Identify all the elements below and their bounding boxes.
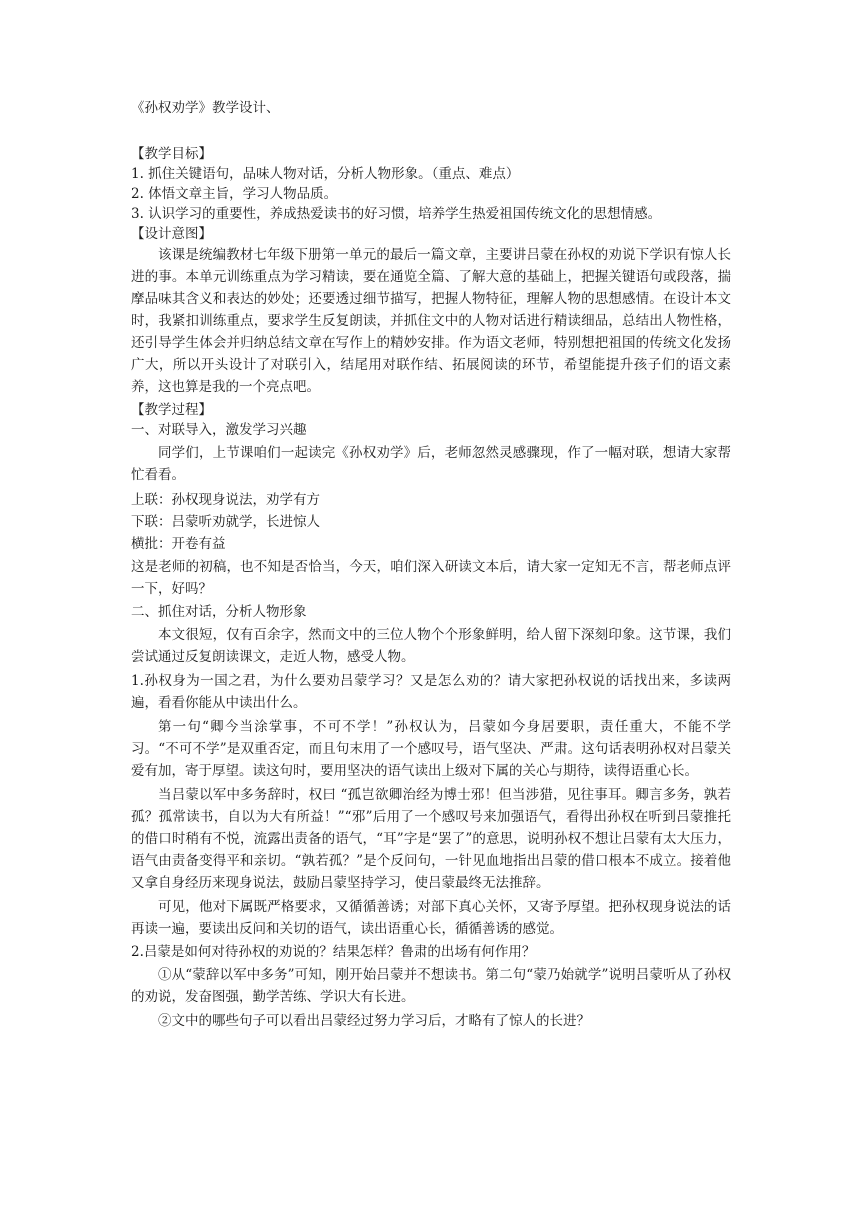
objective-item: 1. 抓住关键语句，品味人物对话，分析人物形象。（重点、难点）: [131, 166, 520, 182]
objective-item: 2. 体悟文章主旨，学习人物品质。: [131, 186, 338, 202]
couplet-lower: 下联：吕蒙听劝就学，长进惊人: [131, 514, 320, 530]
document-page: [131, 98, 731, 1032]
objective-item: 3. 认识学习的重要性，养成热爱读书的好习惯，培养学生热爱祖国传统文化的思想情感。: [131, 206, 662, 222]
step1-paragraph-2: 这是老师的初稿，也不知是否恰当，今天，咱们深入研读文本后，请大家一定知无不言，帮老师点评一下，好吗？: [131, 559, 731, 597]
couplet-upper: 上联：孙权现身说法，劝学有方: [131, 492, 320, 508]
question-2-item-1: ①从“蒙辞以军中多务”可知，刚开始吕蒙并不想读书。第二句“蒙乃始就学”说明吕蒙听从了孙权的劝说，发奋图强，勤学苦练、学识大有长进。: [131, 967, 731, 1005]
question-1-paragraph-2: 当吕蒙以军中多务辞时，权曰 “孤岂欲卿治经为博士邪！但当涉猎，见往事耳。卿言多务，孰若孤？孤常读书，自以为大有所益！”“邪”后用了一个感叹号来加强语气，看得出孙权在听到吕蒙推托的借口时稍有不悦，流露出责备的语气，“耳”字是“罢了”的意思，说明孙权不想让吕蒙有太大压力，语气由责备变得平和亲切。“孰若孤？”是个反问句，一针见血地指出吕蒙的借口根本不成立。接着他又拿自身经历来现身说法，鼓励吕蒙坚持学习，使吕蒙最终无法推辞。: [131, 787, 731, 891]
question-2-item-2: ②文中的哪些句子可以看出吕蒙经过努力学习后，才略有了惊人的长进？: [158, 1013, 590, 1029]
process-heading: 【教学过程】: [131, 402, 212, 418]
step2-title: 二、抓住对话，分析人物形象: [131, 604, 307, 620]
step2-paragraph: 本文很短，仅有百余字，然而文中的三位人物个个形象鲜明，给人留下深刻印象。这节课，我们尝试通过反复朗读课文，走近人物，感受人物。: [131, 627, 731, 665]
intent-heading: 【设计意图】: [131, 226, 212, 242]
question-1-paragraph-3: 可见，他对下属既严格要求，又循循善诱；对部下真心关怀，又寄予厚望。把孙权现身说法的话再读一遍，要读出反问和关切的语气，读出语重心长，循循善诱的感觉。: [131, 899, 731, 937]
step1-paragraph: 同学们，上节课咱们一起读完《孙权劝学》后，老师忽然灵感骤现，作了一幅对联，想请大家帮忙看看。: [131, 445, 731, 483]
question-2: 2.吕蒙是如何对待孙权的劝说的？结果怎样？鲁肃的出场有何作用？: [131, 944, 536, 960]
question-1-paragraph-1: 第一句“卿今当涂掌事，不可不学！”孙权认为，吕蒙如今身居要职，责任重大，不能不学习。“不可不学”是双重否定，而且句末用了一个感叹号，语气坚决、严肃。这句话表明孙权对吕蒙关爱有加，寄于厚望。读这句时，要用坚决的语气读出上级对下属的关心与期待，读得语重心长。: [131, 719, 731, 779]
step1-title: 一、对联导入，激发学习兴趣: [131, 422, 307, 438]
question-1: 1.孙权身为一国之君，为什么要劝吕蒙学习？又是怎么劝的？请大家把孙权说的话找出来，多读两遍，看看你能从中读出什么。: [131, 673, 731, 711]
couplet-horizontal: 横批：开卷有益: [131, 536, 226, 552]
document-title: 《孙权劝学》教学设计、: [131, 100, 280, 116]
intent-paragraph: 该课是统编教材七年级下册第一单元的最后一篇文章，主要讲吕蒙在孙权的劝说下学识有惊人长进的事。本单元训练重点为学习精读，要在通览全篇、了解大意的基础上，把握关键语句或段落，揣摩品味其含义和表达的妙处；还要透过细节描写，把握人物特征，理解人物的思想感情。在设计本文时，我紧扣训练重点，要求学生反复朗读，并抓住文中的人物对话进行精读细品，总结出人物性格，还引导学生体会并归纳总结文章在写作上的精妙安排。作为语文老师，特别想把祖国的传统文化发扬广大，所以开头设计了对联引入，结尾用对联作结、拓展阅读的环节，希望能提升孩子们的语文素养，这也算是我的一个亮点吧。: [131, 247, 731, 395]
objectives-heading: 【教学目标】: [131, 146, 212, 162]
